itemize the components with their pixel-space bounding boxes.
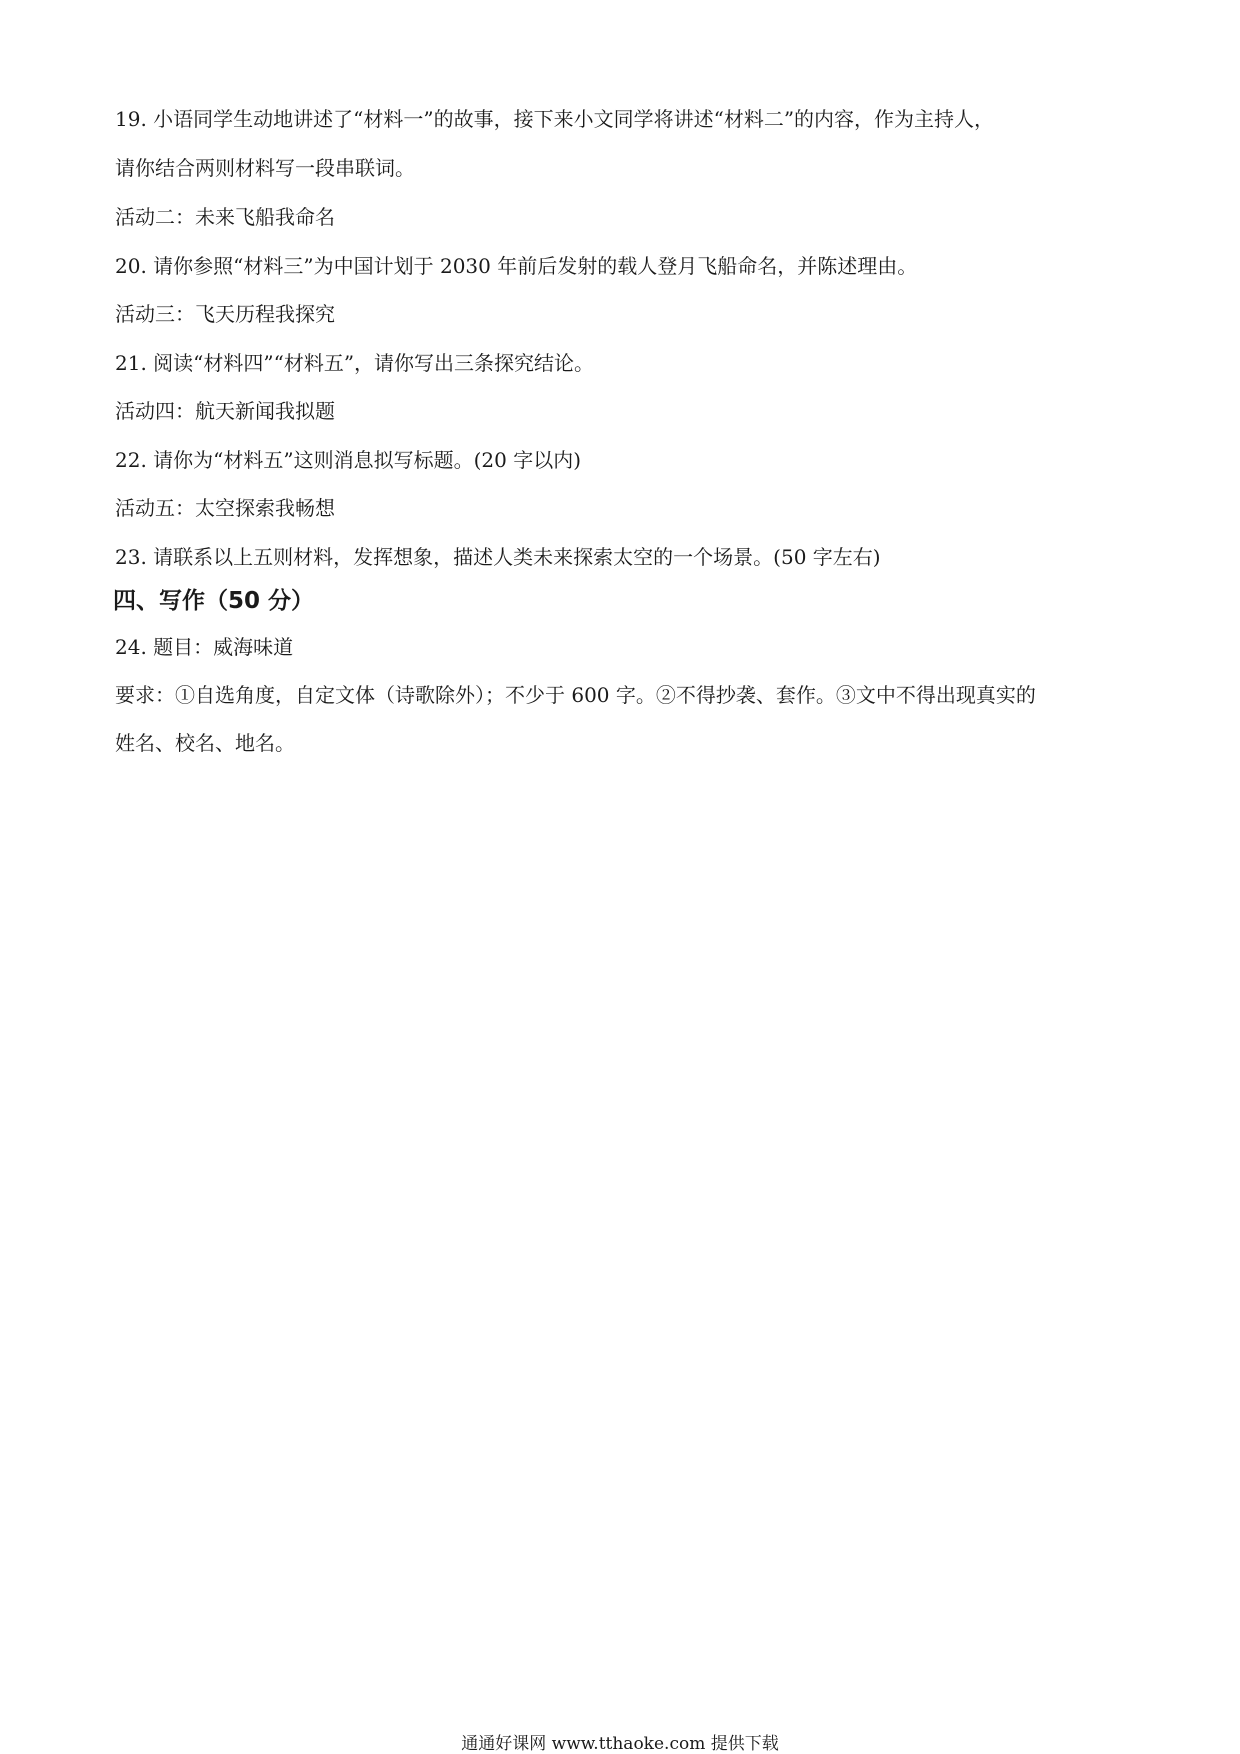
- question-19-line-1: 19. 小语同学生动地讲述了“材料一”的故事，接下来小文同学将讲述“材料二”的内容，作为主持人，: [115, 107, 995, 131]
- activity-4-heading: 活动四：航天新闻我拟题: [115, 399, 335, 423]
- question-21: 21. 阅读“材料四”“材料五”，请你写出三条探究结论。: [115, 351, 595, 375]
- activity-2-heading: 活动二：未来飞船我命名: [115, 205, 335, 229]
- footer-source: 通通好课网 www.tthaoke.com 提供下载: [461, 1734, 779, 1754]
- question-19-line-2: 请你结合两则材料写一段串联词。: [115, 156, 415, 180]
- question-23: 23. 请联系以上五则材料，发挥想象，描述人类未来探索太空的一个场景。(50 字左右): [115, 545, 881, 569]
- question-20: 20. 请你参照“材料三”为中国计划于 2030 年前后发射的载人登月飞船命名，并陈述理由。: [115, 254, 918, 278]
- section-4-heading: 四、写作（50 分）: [113, 588, 315, 614]
- activity-3-heading: 活动三：飞天历程我探究: [115, 302, 335, 326]
- question-24-requirements-line-1: 要求：①自选角度，自定文体（诗歌除外）；不少于 600 字。②不得抄袭、套作。③文中不得出现真实的: [115, 683, 1036, 707]
- question-22: 22. 请你为“材料五”这则消息拟写标题。(20 字以内): [115, 448, 582, 472]
- activity-5-heading: 活动五：太空探索我畅想: [115, 496, 335, 520]
- question-24-requirements-line-2: 姓名、校名、地名。: [115, 731, 295, 755]
- question-24-title: 24. 题目：威海味道: [115, 635, 294, 659]
